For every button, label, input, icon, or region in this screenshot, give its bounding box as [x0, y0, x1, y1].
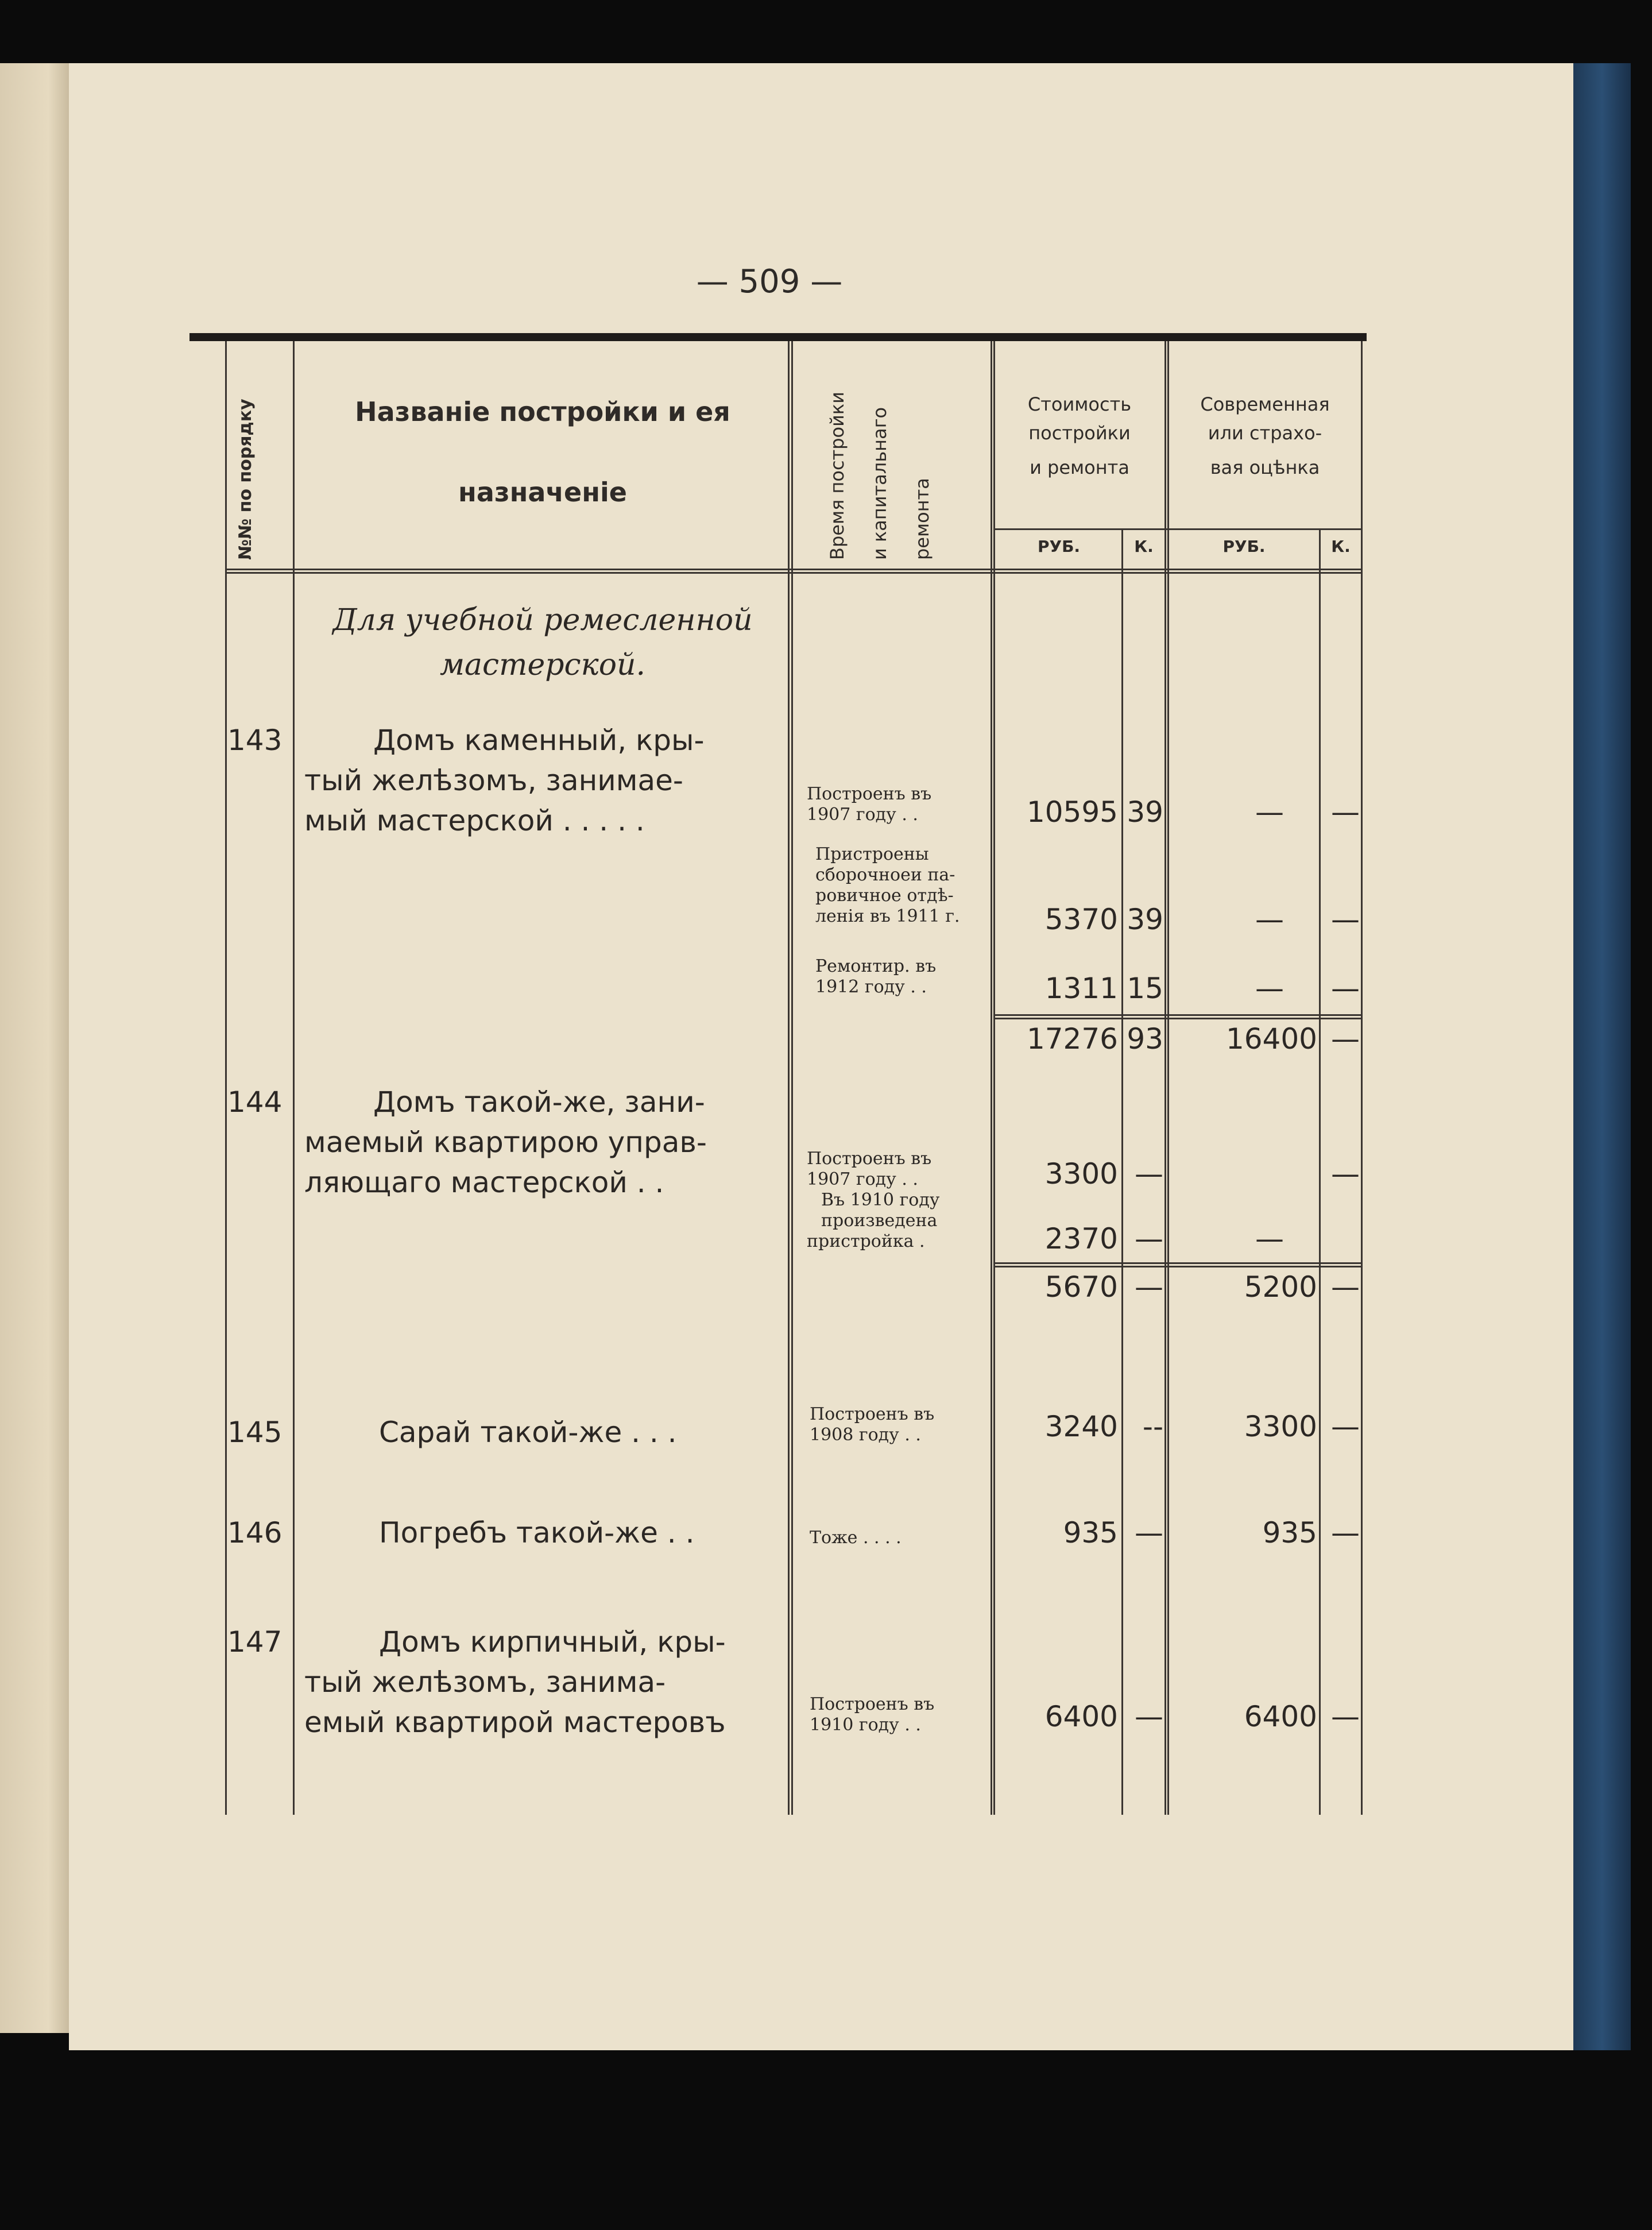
row-147-value-rub: 6400 [1244, 1700, 1317, 1733]
row-143-e1-time-line2: 1907 году . . [807, 805, 918, 825]
row-143-e1-cost-rub: 10595 [1026, 795, 1118, 829]
row-143-name-line2: тый желѣзомъ, занимае- [304, 764, 683, 797]
header-cost-line2: постройки [1028, 422, 1131, 444]
row-147-value-kop: — [1331, 1700, 1360, 1733]
row-143-e2-time-line4: ленія въ 1911 г. [815, 906, 960, 926]
row-144-e1-value-kop: — [1331, 1157, 1360, 1191]
row-144-e1-cost-rub: 3300 [1044, 1157, 1118, 1191]
row-143-e2-time-line3: ровичное отдѣ- [815, 886, 954, 906]
header-name-line2: назначеніе [458, 477, 627, 508]
header-cost-line1: Стоимость [1027, 393, 1132, 415]
row-146-name-line1: Погребъ такой-же . . [379, 1516, 695, 1549]
col-line-name-left [293, 341, 295, 1815]
col-line-cost-right-2 [1167, 341, 1169, 1815]
section-title-line2: мастерской. [439, 648, 646, 682]
row-143-e3-value-kop: — [1331, 972, 1360, 1005]
row-147-cost-kop: — [1135, 1700, 1163, 1733]
header-number: №№ по порядку [235, 399, 256, 560]
col-line-number [225, 341, 227, 1815]
row-144-name-line3: ляющаго мастерской . . [304, 1166, 664, 1199]
row-143-e2-value-kop: — [1331, 903, 1360, 936]
row-145-cost-rub: 3240 [1044, 1410, 1118, 1443]
row-144-e2-cost-rub: 2370 [1044, 1222, 1118, 1255]
row-143-total-cost-rub: 17276 [1026, 1022, 1118, 1056]
row-144-total-value-rub: 5200 [1244, 1270, 1317, 1304]
row-143-e2-time-line2: сборочноеи па- [815, 865, 955, 885]
row-145-cost-kop: -- [1142, 1410, 1163, 1443]
header-value-line3: вая оцѣнка [1210, 457, 1320, 478]
header-cost-kop: К. [1134, 537, 1154, 556]
row-144-e2-time-line1: Въ 1910 году [821, 1190, 940, 1210]
row-145-e1-time-line1: Построенъ въ [810, 1404, 935, 1424]
header-time-line3: ремонта [911, 478, 933, 560]
row-144-e1-time-line1: Построенъ въ [807, 1149, 932, 1169]
row-144-name-line2: маемый квартирою управ- [304, 1126, 707, 1159]
facing-page-edge [0, 63, 69, 2033]
row-144-e1-time-line2: 1907 году . . [807, 1169, 918, 1189]
buildings-table [189, 333, 1367, 1815]
header-cost-rub: РУБ. [1037, 537, 1081, 556]
row-146-cost-rub: 935 [1063, 1516, 1118, 1549]
row-144-total-cost-rub: 5670 [1044, 1270, 1118, 1304]
row-143-total-value-kop: — [1331, 1022, 1360, 1056]
row-143-total-value-rub: 16400 [1225, 1022, 1317, 1056]
row-143-name-line1: Домъ каменный, кры- [373, 724, 705, 757]
row-144-total-rule-2 [993, 1266, 1361, 1267]
header-value-line2: или страхо- [1208, 422, 1322, 444]
book-cover-edge [1573, 63, 1631, 2050]
row-147-name-line1: Домъ кирпичный, кры- [379, 1625, 726, 1659]
header-cost-line3: и ремонта [1030, 457, 1129, 478]
row-146-value-kop: — [1331, 1516, 1360, 1549]
row-144-e2-time-line3: пристройка . [807, 1231, 925, 1251]
row-147-number: 147 [227, 1625, 283, 1659]
row-143-e1-cost-kop: 39 [1127, 795, 1163, 829]
col-line-name-right [788, 341, 790, 1815]
row-143-e1-value-rub: — [1255, 795, 1284, 829]
row-146-value-rub: 935 [1262, 1516, 1317, 1549]
header-time-line1: Время постройки [826, 391, 848, 560]
row-145-value-kop: — [1331, 1410, 1360, 1443]
col-line-value-right [1361, 341, 1363, 1815]
col-line-time-right-2 [993, 341, 995, 1815]
row-145-value-rub: 3300 [1244, 1410, 1317, 1443]
row-147-e1-time-line2: 1910 году . . [810, 1715, 921, 1735]
row-146-number: 146 [227, 1516, 283, 1549]
table-top-rule [189, 333, 1367, 341]
row-144-number: 144 [227, 1085, 283, 1119]
col-line-name-right-2 [791, 341, 793, 1815]
row-144-e2-cost-kop: — [1135, 1222, 1163, 1255]
row-143-e1-time-line1: Построенъ въ [807, 784, 932, 804]
row-143-total-rule [993, 1014, 1361, 1016]
row-146-cost-kop: — [1135, 1516, 1163, 1549]
header-value-line1: Современная [1200, 393, 1330, 415]
row-143-total-rule-2 [993, 1018, 1361, 1019]
row-143-number: 143 [227, 724, 283, 757]
row-147-name-line2: тый желѣзомъ, занима- [304, 1665, 666, 1699]
row-143-e2-cost-rub: 5370 [1044, 903, 1118, 936]
row-143-e3-time-line2: 1912 году . . [815, 977, 927, 997]
row-144-total-value-kop: — [1331, 1270, 1360, 1304]
row-143-e3-cost-rub: 1311 [1044, 972, 1118, 1005]
header-time-line2: и капитальнаго [869, 407, 891, 560]
row-143-e3-value-rub: — [1255, 972, 1284, 1005]
row-143-e1-value-kop: — [1331, 795, 1360, 829]
row-143-e3-time-line1: Ремонтир. въ [815, 956, 937, 976]
row-143-name-line3: мый мастерской . . . . . [304, 804, 645, 837]
row-144-total-cost-kop: — [1135, 1270, 1163, 1304]
page-number: — 509 — [696, 263, 843, 300]
row-146-e1-time-line1: Тоже . . . . [810, 1528, 902, 1548]
row-143-e2-time-line1: Пристроены [815, 844, 929, 864]
header-value-rub: РУБ. [1222, 537, 1266, 556]
header-subline [993, 528, 1361, 530]
col-line-cost-right [1164, 341, 1166, 1815]
header-name-line1: Названіе постройки и ея [355, 396, 730, 427]
row-145-number: 145 [227, 1416, 283, 1449]
row-143-e2-cost-kop: 39 [1127, 903, 1163, 936]
row-144-total-rule [993, 1262, 1361, 1264]
row-147-cost-rub: 6400 [1044, 1700, 1118, 1733]
row-144-e1-cost-kop: — [1135, 1157, 1163, 1191]
row-147-name-line3: емый квартирой мастеровъ [304, 1706, 726, 1739]
row-147-e1-time-line1: Построенъ въ [810, 1694, 935, 1714]
col-line-time-right [991, 341, 992, 1815]
header-bottom-line-2 [225, 572, 1361, 574]
row-143-e2-value-rub: — [1255, 903, 1284, 936]
header-bottom-line [225, 569, 1361, 570]
row-144-e2-time-line2: произведена [821, 1211, 938, 1231]
section-title-line1: Для учебной ремесленной [332, 603, 753, 637]
row-143-e3-cost-kop: 15 [1127, 972, 1163, 1005]
row-144-e2-value-rub: — [1255, 1222, 1284, 1255]
row-144-name-line1: Домъ такой-же, зани- [373, 1085, 705, 1119]
row-145-name-line1: Сарай такой-же . . . [379, 1416, 677, 1449]
header-value-kop: К. [1331, 537, 1351, 556]
row-143-total-cost-kop: 93 [1127, 1022, 1163, 1056]
row-145-e1-time-line2: 1908 году . . [810, 1425, 921, 1445]
